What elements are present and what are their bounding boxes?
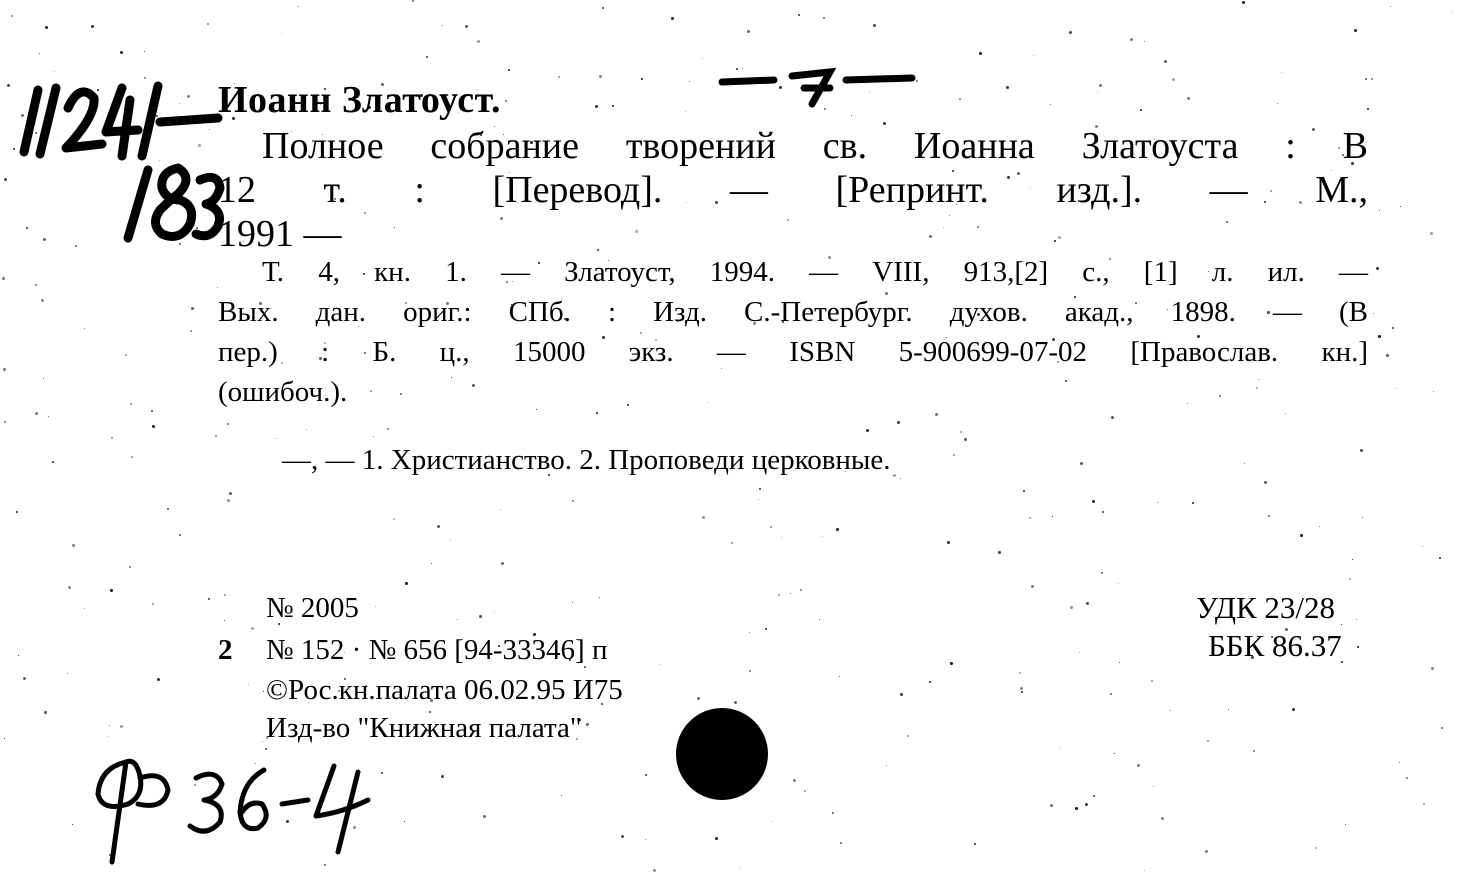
scan-speck (1399, 762, 1400, 763)
scan-speck (1102, 511, 1104, 513)
scan-speck (1256, 387, 1258, 389)
scan-speck (900, 693, 903, 696)
scan-speck (873, 24, 876, 27)
scan-speck (500, 509, 501, 510)
scan-speck (479, 615, 482, 618)
scan-speck (1228, 709, 1229, 710)
scan-speck (893, 474, 896, 477)
scan-speck (1144, 870, 1145, 871)
scan-speck (866, 429, 869, 432)
scan-speck (1075, 807, 1078, 810)
scan-speck (1130, 38, 1133, 41)
scan-speck (947, 541, 950, 544)
scan-speck (451, 377, 452, 378)
scan-speck (208, 598, 210, 600)
scan-speck (1292, 708, 1295, 711)
scan-speck (167, 508, 169, 510)
scan-speck (404, 821, 405, 822)
scan-speck (125, 354, 127, 356)
scan-speck (1354, 29, 1357, 32)
scan-speck (1021, 691, 1023, 693)
scan-speck (595, 105, 598, 108)
scan-speck (1164, 60, 1167, 63)
scan-speck (1441, 727, 1443, 729)
title-line-1: Полное собрание творений св. Иоанна Златоуста : В (262, 125, 1368, 167)
scan-speck (781, 537, 782, 538)
scan-speck (1376, 267, 1379, 270)
scan-speck (1244, 463, 1245, 464)
scan-speck (483, 815, 486, 818)
scan-speck (108, 736, 109, 737)
scan-speck (659, 664, 660, 665)
scan-speck (1006, 86, 1009, 89)
scan-speck (3, 368, 6, 371)
scan-speck (281, 33, 282, 34)
scan-speck (4, 738, 5, 739)
scan-speck (387, 428, 389, 430)
bbk-code: ББК 86.37 (1208, 628, 1342, 663)
scan-speck (1065, 380, 1067, 382)
scan-speck (1451, 12, 1452, 13)
scan-speck (91, 25, 94, 28)
scan-speck (1258, 379, 1259, 380)
original-imprint: Вых. дан. ориг.: СПб. : Изд. С.-Петербург. духов. акад., 1898. — (В (218, 296, 1368, 328)
scan-speck (1281, 72, 1282, 73)
scan-speck (900, 478, 901, 479)
scan-speck (508, 69, 510, 71)
copyright-line: ©Рос.кн.палата 06.02.95 И75 (266, 674, 623, 706)
scan-speck (1371, 78, 1373, 80)
scan-speck (227, 499, 230, 502)
scan-speck (749, 632, 750, 633)
scan-speck (635, 230, 638, 233)
scan-speck (1111, 416, 1114, 419)
scan-speck (442, 25, 443, 26)
scan-speck (929, 235, 932, 238)
scan-speck (765, 628, 767, 630)
scan-speck (708, 402, 709, 403)
scan-speck (1226, 221, 1228, 223)
scan-speck (998, 551, 1001, 554)
scan-speck (1367, 108, 1369, 110)
scan-speck (52, 461, 54, 463)
scan-speck (364, 212, 366, 214)
scan-speck (836, 528, 839, 531)
scan-speck (1031, 585, 1034, 588)
scan-speck (472, 384, 475, 387)
scan-speck (1373, 313, 1374, 314)
scan-speck (1033, 55, 1034, 56)
scan-speck (885, 292, 888, 295)
scan-speck (602, 7, 604, 9)
scan-speck (1379, 210, 1380, 211)
scan-speck (375, 606, 376, 607)
scan-speck (179, 534, 181, 536)
record-line: № 152 · № 656 [94-33346] п (266, 634, 608, 666)
scan-speck (1119, 662, 1120, 663)
scan-speck (151, 410, 153, 412)
scan-speck (964, 438, 967, 441)
scan-speck (897, 421, 900, 424)
scan-speck (1400, 206, 1401, 207)
scan-speck (840, 842, 842, 844)
scan-speck (144, 51, 145, 52)
scan-speck (41, 299, 44, 302)
scan-speck (84, 328, 85, 329)
scan-speck (558, 76, 560, 78)
scan-speck (477, 40, 480, 43)
scan-speck (501, 562, 504, 565)
scan-speck (1264, 481, 1267, 484)
scan-speck (886, 765, 887, 766)
scan-speck (772, 821, 773, 822)
scan-speck (110, 589, 113, 592)
scan-speck (1140, 109, 1142, 111)
scan-speck (959, 98, 961, 100)
scan-speck (1097, 91, 1098, 92)
scan-speck (645, 839, 646, 840)
scan-speck (734, 701, 737, 704)
scan-speck (229, 492, 232, 495)
scan-speck (731, 542, 733, 544)
scan-speck (715, 837, 718, 840)
scan-speck (596, 412, 598, 414)
scan-speck (152, 603, 154, 605)
scan-speck (1378, 335, 1381, 338)
subject-headings: —, — 1. Христианство. 2. Проповеди церковные. (282, 444, 891, 476)
scan-speck (400, 393, 402, 395)
scan-speck (823, 17, 825, 19)
binding-isbn: пер.) : Б. ц., 15000 экз. — ISBN 5-900699-07-02 [Православ. кн.] (218, 336, 1368, 368)
scan-speck (1137, 764, 1140, 767)
scan-speck (1161, 817, 1164, 820)
scan-speck (599, 75, 602, 78)
scan-speck (130, 403, 132, 405)
scan-speck (1242, 1, 1245, 4)
scan-speck (1144, 41, 1145, 42)
scan-speck (758, 499, 759, 500)
scan-speck (251, 627, 254, 630)
scan-speck (1118, 583, 1119, 584)
scan-speck (689, 81, 690, 82)
scan-speck (907, 735, 909, 737)
scan-speck (370, 390, 372, 392)
scan-speck (1170, 710, 1171, 711)
scan-speck (405, 582, 408, 585)
scan-speck (1019, 672, 1021, 674)
scan-speck (1020, 687, 1023, 690)
scan-speck (793, 779, 796, 782)
scan-speck (1390, 6, 1391, 7)
scan-speck (671, 17, 674, 20)
scan-speck (685, 111, 686, 112)
author-heading: Иоанн Златоуст. (218, 79, 501, 121)
handwritten-signature (86, 742, 396, 872)
scan-speck (1092, 500, 1095, 503)
handwritten-page-mark (712, 58, 922, 118)
scan-speck (1070, 606, 1073, 609)
scan-speck (1153, 786, 1154, 787)
scan-speck (822, 536, 823, 537)
scan-speck (949, 215, 950, 216)
scan-speck (2, 277, 5, 280)
scan-speck (426, 56, 428, 58)
scan-speck (819, 619, 820, 620)
scan-speck (787, 219, 789, 221)
scan-speck (1110, 693, 1112, 695)
scan-speck (740, 867, 741, 868)
scan-speck (373, 436, 374, 437)
scan-speck (935, 413, 938, 416)
scan-speck (641, 78, 643, 80)
scan-speck (441, 775, 444, 778)
scan-speck (131, 456, 133, 458)
scan-speck (953, 454, 955, 456)
scan-speck (450, 540, 451, 541)
scan-speck (412, 0, 414, 2)
scan-speck (778, 594, 780, 596)
scan-speck (697, 697, 700, 700)
scan-speck (839, 676, 840, 677)
scan-speck (572, 500, 574, 502)
scan-speck (248, 684, 249, 685)
scan-speck (702, 58, 703, 59)
scan-speck (11, 15, 13, 17)
scan-speck (950, 662, 953, 665)
scan-speck (505, 100, 507, 102)
scan-speck (1253, 750, 1255, 752)
scan-speck (1187, 403, 1188, 404)
scan-speck (1349, 578, 1351, 580)
scan-speck (1357, 646, 1359, 648)
scan-speck (1080, 462, 1083, 465)
scan-speck (1345, 824, 1346, 825)
scan-speck (586, 723, 589, 726)
scan-speck (1430, 232, 1433, 235)
scan-speck (832, 812, 834, 814)
scan-speck (977, 226, 979, 228)
scan-speck (702, 516, 705, 519)
scan-speck (437, 525, 440, 528)
scan-speck (68, 586, 71, 589)
scan-speck (18, 655, 19, 656)
scan-speck (1054, 240, 1056, 242)
scan-speck (152, 425, 155, 428)
scan-speck (224, 620, 225, 621)
scan-speck (749, 670, 751, 672)
scan-speck (979, 52, 982, 55)
scan-speck (84, 608, 85, 609)
scan-speck (1172, 78, 1175, 81)
scan-speck (67, 673, 68, 674)
scan-speck (621, 835, 624, 838)
scan-speck (190, 330, 192, 332)
scan-speck (759, 488, 761, 490)
scan-speck (44, 711, 47, 714)
scan-speck (1360, 449, 1363, 452)
scan-speck (640, 332, 642, 334)
scan-speck (1396, 388, 1397, 389)
scan-speck (627, 404, 629, 406)
scan-speck (45, 26, 48, 29)
scan-speck (4, 421, 6, 423)
scan-speck (1356, 619, 1357, 620)
scan-speck (1207, 740, 1209, 742)
scan-speck (1365, 78, 1367, 80)
scan-speck (1069, 31, 1072, 34)
scan-speck (48, 416, 49, 417)
scan-speck (1439, 557, 1441, 559)
scan-speck (1029, 517, 1031, 519)
scan-speck (129, 566, 131, 568)
scan-speck (1285, 413, 1286, 414)
scan-speck (1192, 502, 1194, 504)
title-line-3: 1991 — (218, 213, 342, 255)
scan-speck (157, 678, 160, 681)
scan-speck (929, 681, 931, 683)
scan-speck (1315, 847, 1317, 849)
scan-speck (109, 725, 110, 726)
scan-speck (1058, 236, 1061, 239)
scan-speck (1157, 502, 1158, 503)
isbn-note: (ошибоч.). (218, 376, 348, 408)
scan-speck (16, 511, 18, 513)
scan-speck (111, 437, 113, 439)
scan-speck (1023, 490, 1025, 492)
scan-speck (431, 563, 432, 564)
scan-speck (536, 409, 537, 410)
scan-speck (306, 429, 307, 430)
scan-speck (43, 378, 44, 379)
scan-speck (1219, 395, 1221, 397)
scan-speck (1392, 327, 1394, 329)
scan-speck (465, 25, 468, 28)
scan-speck (35, 284, 37, 286)
scan-speck (4, 178, 7, 181)
scan-speck (120, 725, 123, 728)
scan-speck (1386, 354, 1389, 357)
publisher-line: Изд-во "Книжная палата" (266, 712, 582, 744)
scan-speck (35, 412, 38, 415)
scan-speck (798, 14, 800, 16)
scan-speck (599, 597, 600, 598)
scan-speck (960, 431, 962, 433)
udk-code: УДК 23/28 (1196, 590, 1336, 625)
scan-speck (1422, 546, 1423, 547)
scan-speck (1406, 777, 1408, 779)
scan-speck (974, 843, 976, 845)
scan-speck (1114, 753, 1115, 754)
scan-speck (263, 691, 264, 692)
scan-speck (1205, 850, 1208, 853)
scan-speck (1433, 391, 1434, 392)
scan-speck (39, 53, 40, 54)
scan-speck (224, 594, 226, 596)
scan-speck (457, 619, 458, 620)
scan-speck (1079, 652, 1080, 653)
scan-speck (72, 544, 75, 547)
scan-speck (1093, 795, 1095, 797)
scan-speck (227, 423, 229, 425)
scan-speck (191, 307, 194, 310)
scan-speck (804, 790, 806, 792)
copies-count: 2 (218, 634, 233, 666)
scan-speck (120, 51, 123, 54)
card-number: № 2005 (266, 592, 359, 624)
scan-speck (645, 774, 647, 776)
scan-speck (1085, 803, 1088, 806)
scan-speck (1059, 747, 1060, 748)
scan-speck (23, 677, 26, 680)
scan-speck (494, 611, 495, 612)
scan-speck (1362, 517, 1363, 518)
scan-speck (1099, 84, 1102, 87)
title-line-2: 12 т. : [Перевод]. — [Репринт. изд.]. — М., (218, 169, 1368, 211)
scan-speck (747, 30, 750, 33)
scan-speck (770, 526, 772, 528)
scan-speck (1050, 804, 1053, 807)
scan-speck (1052, 516, 1053, 517)
scan-speck (207, 23, 209, 25)
scan-speck (1277, 103, 1278, 104)
scan-speck (1423, 803, 1425, 805)
scan-speck (653, 869, 656, 872)
scan-speck (500, 217, 503, 220)
scan-speck (394, 227, 395, 228)
scan-speck (215, 435, 217, 437)
volume-description: Т. 4, кн. 1. — Златоуст, 1994. — VIII, 913,[2] с., [1] л. ил. — (262, 256, 1368, 288)
scan-speck (1187, 97, 1190, 100)
scan-speck (612, 105, 614, 107)
scan-speck (561, 795, 562, 796)
scan-speck (1268, 515, 1270, 517)
scan-speck (1352, 559, 1353, 560)
scan-speck (1300, 534, 1303, 537)
scan-speck (298, 6, 299, 7)
scan-speck (943, 227, 944, 228)
scan-speck (1101, 572, 1103, 574)
punch-hole (676, 708, 768, 800)
scan-speck (597, 249, 599, 251)
handwritten-shelfmark (10, 60, 230, 250)
scan-speck (1431, 667, 1434, 670)
scan-speck (1341, 624, 1342, 625)
scan-speck (275, 438, 276, 439)
scan-speck (1086, 602, 1089, 605)
scan-speck (790, 593, 791, 594)
scan-speck (800, 589, 802, 591)
scan-speck (1151, 680, 1153, 682)
scan-speck (572, 602, 573, 603)
scan-speck (1319, 526, 1320, 527)
scan-speck (217, 287, 218, 288)
scan-speck (1050, 104, 1051, 105)
scan-speck (72, 824, 73, 825)
scan-speck (393, 518, 395, 520)
